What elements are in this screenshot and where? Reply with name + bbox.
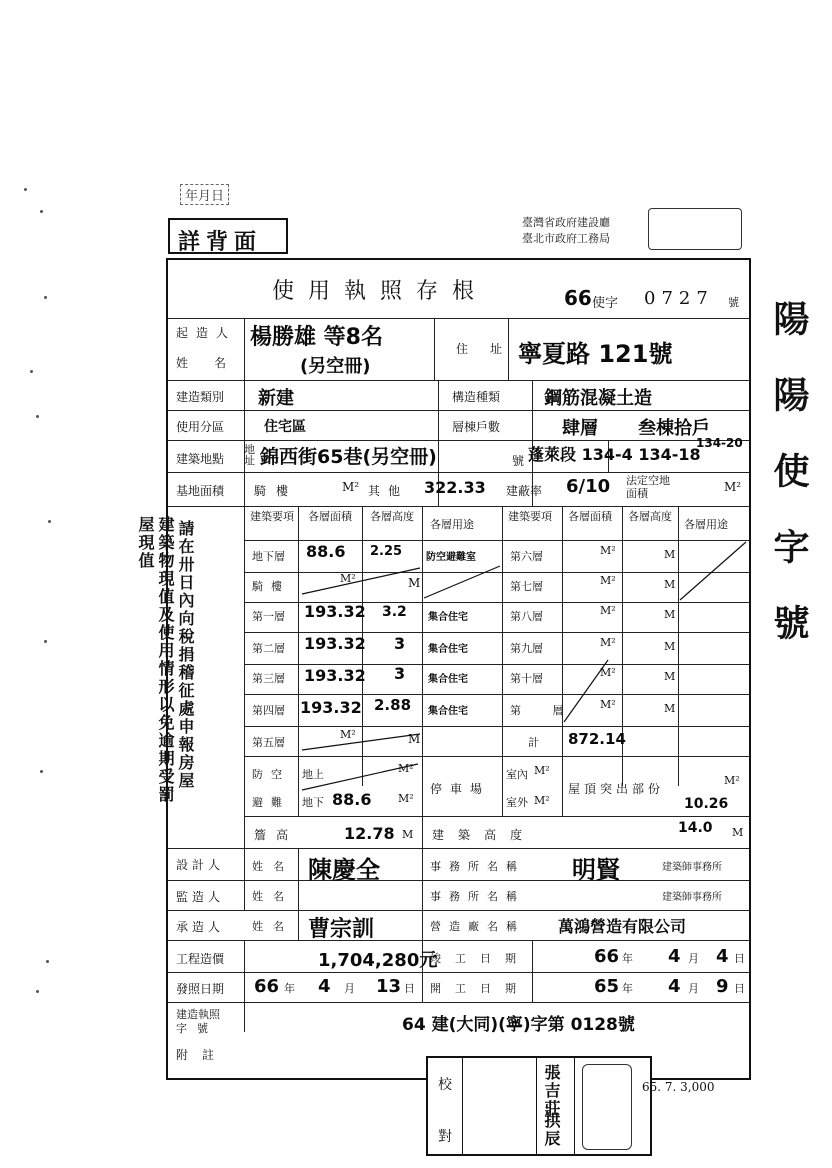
floor-use-b1: 防空避難室 <box>426 552 476 563</box>
unit-m-5: M <box>408 732 421 746</box>
shelter-unit-below: M² <box>398 792 414 805</box>
official-stamp-2: 臺北市政府工務局 <box>522 232 610 245</box>
permit-year: 66 <box>564 286 592 310</box>
shelter-above-label: 地上 <box>302 768 324 781</box>
issue-day: 13 <box>376 976 402 997</box>
floor-area-4: 193.32 <box>300 698 362 717</box>
start-year-unit: 年 <box>622 982 633 995</box>
floor-name-7: 第七層 <box>510 580 543 593</box>
designer-name-label: 姓名 <box>252 860 294 873</box>
floor-area-1: 193.32 <box>304 602 366 621</box>
contractor-name-label: 姓名 <box>252 920 294 933</box>
other-area-label: 其他 <box>368 484 409 498</box>
right-edge-chars: 陽陽使字號 <box>768 300 810 680</box>
shelter-below-value: 88.6 <box>332 790 372 809</box>
floor-name-1: 第一層 <box>252 610 285 623</box>
check-box <box>426 1056 652 1156</box>
shelter-label-2: 避難 <box>252 796 290 809</box>
address-label: 住址 <box>456 342 525 356</box>
floor-use-3: 集合住宅 <box>428 674 468 685</box>
parking-unit-out: M² <box>534 794 550 807</box>
floors-label: 層棟戶數 <box>452 420 501 434</box>
completion-year-unit: 年 <box>622 952 633 965</box>
floor-name-2: 第二層 <box>252 642 285 655</box>
supervisor-office-suffix: 建築師事務所 <box>662 892 722 903</box>
official-stamp-1: 臺灣省政府建設廳 <box>522 216 610 229</box>
issue-month-unit: 月 <box>344 982 355 995</box>
parking-unit-in: M² <box>534 764 550 777</box>
floor-area-3: 193.32 <box>304 666 366 685</box>
side-note-2: 建築物現值及使用情形以免逾期受罰 <box>156 516 175 804</box>
lot-extra: 134-20 <box>696 436 743 450</box>
site-value: 錦西街65巷(另空冊) <box>260 446 437 468</box>
col-head-8: 各層用途 <box>684 518 728 531</box>
builder-label-2: 姓名 <box>176 356 253 370</box>
contractor-label: 承造人 <box>176 920 225 934</box>
floor-name-6: 第六層 <box>510 550 543 563</box>
permit-prefix: 使字 <box>592 296 619 311</box>
col-head-4: 各層用途 <box>430 518 474 531</box>
total-label: 計 <box>528 736 539 749</box>
start-year: 65 <box>594 976 620 997</box>
seal-name-1: 張吉莊 <box>542 1064 561 1118</box>
supervisor-name-label: 姓名 <box>252 890 294 903</box>
permit-value: 64 建(大同)(寧)字第 0128號 <box>402 1015 635 1035</box>
site-sub-label: 地址 <box>244 443 255 467</box>
cost-label: 工程造價 <box>176 952 225 966</box>
permit-number: 0727 <box>644 288 714 309</box>
remarks-label: 附註 <box>176 1048 229 1062</box>
builder-note: (另空冊) <box>300 356 371 377</box>
designer-office: 明賢 <box>572 856 620 884</box>
unit-m2-arcade: M² <box>340 572 356 585</box>
structure-label: 構造種類 <box>452 390 501 404</box>
detail-label: 詳背面 <box>178 229 263 255</box>
arcade-area-label: 騎樓 <box>254 484 299 498</box>
unit-m2-5: M² <box>340 728 356 741</box>
check-label-2: 對 <box>438 1129 452 1145</box>
start-month: 4 <box>668 976 681 997</box>
supervisor-office-label: 事務所名稱 <box>430 890 525 903</box>
legal-area-unit: M² <box>724 480 742 494</box>
completion-label: 竣工日期 <box>430 952 530 965</box>
cost-value: 1,704,280元 <box>318 950 438 971</box>
unit-m-9: M <box>664 640 676 653</box>
unit-m-10: M <box>664 670 676 683</box>
print-code: 65. 7. 3,000 <box>642 1080 715 1094</box>
unit-m-6: M <box>664 548 676 561</box>
seal-stamp-icon <box>582 1064 632 1150</box>
floor-use-1: 集合住宅 <box>428 612 468 623</box>
issue-year-unit: 年 <box>284 982 295 995</box>
completion-year: 66 <box>594 946 620 967</box>
site-label: 建築地點 <box>176 452 225 466</box>
unit-m2-11: M² <box>600 698 616 711</box>
floor-height-1: 3.2 <box>382 604 407 620</box>
floor-height-2: 3 <box>394 634 406 653</box>
issue-day-unit: 日 <box>404 982 415 995</box>
check-label-1: 校 <box>438 1077 452 1093</box>
roof-value: 10.26 <box>684 796 729 812</box>
base-area-label: 基地面積 <box>176 484 225 498</box>
designer-office-suffix: 建築師事務所 <box>662 862 722 873</box>
building-height-unit: M <box>732 826 744 839</box>
eaves-value: 12.78 <box>344 824 395 843</box>
arcade-area-unit: M² <box>342 480 360 494</box>
issue-year: 66 <box>254 976 280 997</box>
floor-name-4: 第四層 <box>252 704 285 717</box>
units-value: 叁棟拾戶 <box>638 418 710 439</box>
completion-day: 4 <box>716 946 729 967</box>
form-title: 使用執照存根 <box>272 279 489 304</box>
structure-value: 鋼筋混凝土造 <box>544 388 652 409</box>
company-label: 營造廠名稱 <box>430 920 525 933</box>
floor-area-2: 193.32 <box>304 634 366 653</box>
floor-name-3: 第三層 <box>252 672 285 685</box>
floor-height-3: 3 <box>394 664 406 683</box>
builder-label-1: 起造人 <box>176 326 237 340</box>
building-height-label: 建築高度 <box>432 828 537 842</box>
permit-form <box>166 258 751 1080</box>
eaves-label: 簷高 <box>254 828 299 842</box>
floor-name-10: 第十層 <box>510 672 543 685</box>
floor-use-2: 集合住宅 <box>428 644 468 655</box>
unit-m-7: M <box>664 578 676 591</box>
shelter-below-label: 地下 <box>302 796 324 809</box>
designer-label: 設計人 <box>176 858 225 872</box>
completion-month: 4 <box>668 946 681 967</box>
seal-mark-icon <box>648 208 742 250</box>
parking-outdoor: 室外 <box>506 796 528 809</box>
lot-label: 號 <box>512 454 525 468</box>
floor-name-5: 第五層 <box>252 736 285 749</box>
unit-m2-6: M² <box>600 544 616 557</box>
use-zone-label: 使用分區 <box>176 420 225 434</box>
floor-use-4: 集合住宅 <box>428 706 468 717</box>
issue-label: 發照日期 <box>176 982 225 996</box>
unit-m-arcade: M <box>408 576 421 590</box>
coverage-value: 6/10 <box>566 476 611 497</box>
permit-label-1: 建造執照 <box>176 1008 220 1021</box>
floor-name-other: 第 層 <box>510 704 578 717</box>
floor-name-8: 第八層 <box>510 610 543 623</box>
roof-unit: M² <box>724 774 740 787</box>
parking-indoor: 室內 <box>506 768 528 781</box>
coverage-label: 建蔽率 <box>506 484 543 498</box>
completion-month-unit: 月 <box>688 952 699 965</box>
floor-name-9: 第九層 <box>510 642 543 655</box>
company-name: 萬鴻營造有限公司 <box>558 917 687 936</box>
permit-suffix: 號 <box>728 296 739 309</box>
roof-label: 屋頂突出部份 <box>568 782 665 796</box>
legal-area-label: 法定空地面積 <box>626 474 670 500</box>
shelter-unit-above: M² <box>398 762 414 775</box>
lot-value: 蓬萊段 134-4 134-18 <box>528 445 701 464</box>
issue-month: 4 <box>318 976 331 997</box>
floor-height-4: 2.88 <box>374 696 412 714</box>
unit-m-8: M <box>664 608 676 621</box>
unit-m2-8: M² <box>600 604 616 617</box>
eaves-unit: M <box>402 828 414 841</box>
start-day-unit: 日 <box>734 982 745 995</box>
category-value: 新建 <box>258 388 294 409</box>
unit-m2-9: M² <box>600 636 616 649</box>
col-head-6: 各層面積 <box>568 510 612 523</box>
designer-office-label: 事務所名稱 <box>430 860 525 873</box>
floors-value: 肆層 <box>562 418 598 439</box>
contractor-name: 曹宗訓 <box>308 917 375 942</box>
floor-area-b1: 88.6 <box>306 542 346 561</box>
builder-name: 楊勝雄 等8名 <box>250 325 383 350</box>
col-head-2: 各層面積 <box>308 510 352 523</box>
start-label: 開工日期 <box>430 982 530 995</box>
start-month-unit: 月 <box>688 982 699 995</box>
floor-height-b1: 2.25 <box>370 544 403 559</box>
side-note-3: 屋現值 <box>136 516 155 570</box>
building-height-value: 14.0 <box>678 820 713 836</box>
parking-label: 停車場 <box>430 782 491 796</box>
designer-name: 陳慶全 <box>308 856 380 884</box>
shelter-label-1: 防空 <box>252 768 290 781</box>
total-value: 872.14 <box>568 730 626 748</box>
start-day: 9 <box>716 976 729 997</box>
side-note-1: 請在卅日內向稅捐稽征處申報房屋 <box>176 520 195 790</box>
supervisor-label: 監造人 <box>176 890 225 904</box>
col-head-7: 各層高度 <box>628 510 672 523</box>
seal-name-2: 拱辰 <box>542 1112 561 1148</box>
builder-address: 寧夏路 121號 <box>518 340 673 368</box>
unit-m-11: M <box>664 702 676 715</box>
floor-name-arcade: 騎樓 <box>252 580 290 593</box>
unit-m2-7: M² <box>600 574 616 587</box>
floor-name-b1: 地下層 <box>252 550 285 563</box>
col-head-3: 各層高度 <box>370 510 414 523</box>
col-head-1: 建築要項 <box>250 510 294 523</box>
detail-stamp <box>168 218 288 254</box>
category-label: 建造類別 <box>176 390 225 404</box>
permit-label-2: 字號 <box>176 1022 218 1035</box>
other-area-value: 322.33 <box>424 478 486 497</box>
completion-day-unit: 日 <box>734 952 745 965</box>
date-stamp: 年月日 <box>180 184 229 205</box>
use-zone-value: 住宅區 <box>264 419 306 435</box>
col-head-5: 建築要項 <box>508 510 552 523</box>
unit-m2-10: M² <box>600 666 616 679</box>
